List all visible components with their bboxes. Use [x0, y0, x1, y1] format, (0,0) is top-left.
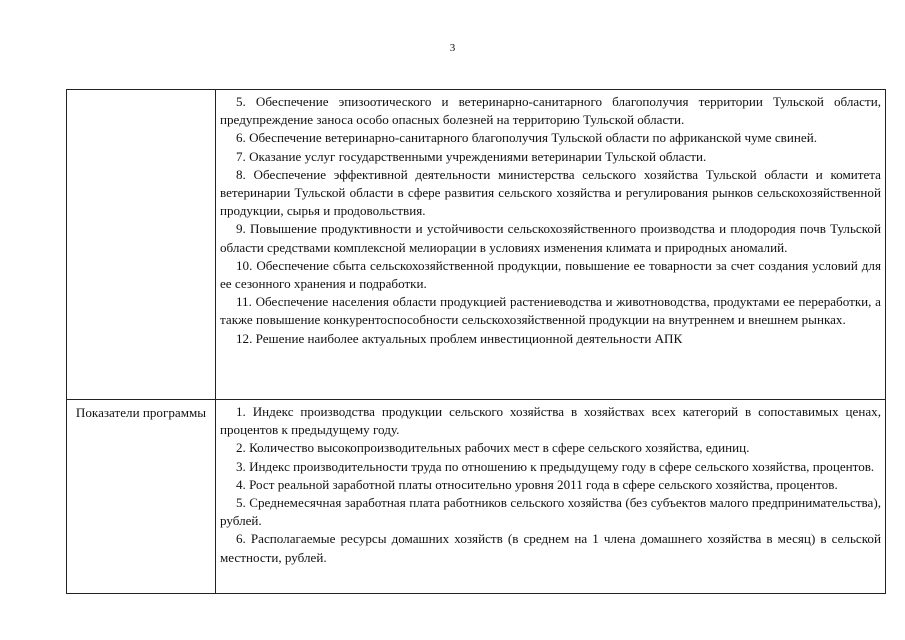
- list-item: 11. Обеспечение населения области продукцией растениеводства и животноводства, продуктами ее переработки, а также повышение конкурентоспособности сельскохозяйственной продукции на внутреннем и внешнем рынках.: [220, 294, 881, 328]
- row-content: [216, 90, 886, 400]
- list-item: 5. Среднемесячная заработная плата работников сельского хозяйства (без субъектов малого предпринимательства), рублей.: [220, 495, 881, 529]
- table-row: [67, 90, 886, 400]
- list-item: 5. Обеспечение эпизоотического и ветеринарно-санитарного благополучия территории Тульской области, предупреждение заноса особо опасных болезней на территорию Тульской области.: [220, 94, 881, 128]
- list-item: 2. Количество высокопроизводительных рабочих мест в сфере сельского хозяйства, единиц.: [236, 440, 750, 456]
- row-label: Показатели программы: [67, 400, 216, 594]
- list-item: 8. Обеспечение эффективной деятельности министерства сельского хозяйства Тульской области и комитета ветеринарии Тульской области в сфере развития сельского хозяйства и регулирования рынков сельскохозяйственной продукции, сырья и продовольствия.: [220, 166, 881, 219]
- program-passport-table: [66, 89, 886, 594]
- list-item: 3. Индекс производительности труда по отношению к предыдущему году в сфере сельского хозяйства, процентов.: [236, 458, 875, 474]
- list-item: 4. Рост реальной заработной платы относительно уровня 2011 года в сфере сельского хозяйства, процентов.: [236, 476, 838, 492]
- list-item: 12. Решение наиболее актуальных проблем инвестиционной деятельности АПК: [236, 330, 683, 346]
- page-number: 3: [449, 42, 456, 54]
- list-item: 6. Обеспечение ветеринарно-санитарного благополучия Тульской области по африканской чуме свиней.: [236, 130, 817, 146]
- list-item: 7. Оказание услуг государственными учреждениями ветеринарии Тульской области.: [236, 148, 707, 164]
- row-content: [216, 400, 886, 594]
- list-item: 6. Располагаемые ресурсы домашних хозяйств (в среднем на 1 члена домашнего хозяйства в месяц) в сельской местности, рублей.: [220, 531, 881, 565]
- table-row: [67, 400, 886, 594]
- list-item: 9. Повышение продуктивности и устойчивости сельскохозяйственного производства и плодородия почв Тульской области средствами комплексной мелиорации в условиях изменения климата и природных аномалий.: [220, 221, 881, 255]
- list-item: 10. Обеспечение сбыта сельскохозяйственной продукции, повышение ее товарности за счет создания условий для ее сезонного хранения и подработки.: [220, 257, 881, 292]
- row-label: [67, 90, 216, 400]
- list-item: 1. Индекс производства продукции сельского хозяйства в хозяйствах всех категорий в сопоставимых ценах, процентов к предыдущему году.: [220, 404, 881, 438]
